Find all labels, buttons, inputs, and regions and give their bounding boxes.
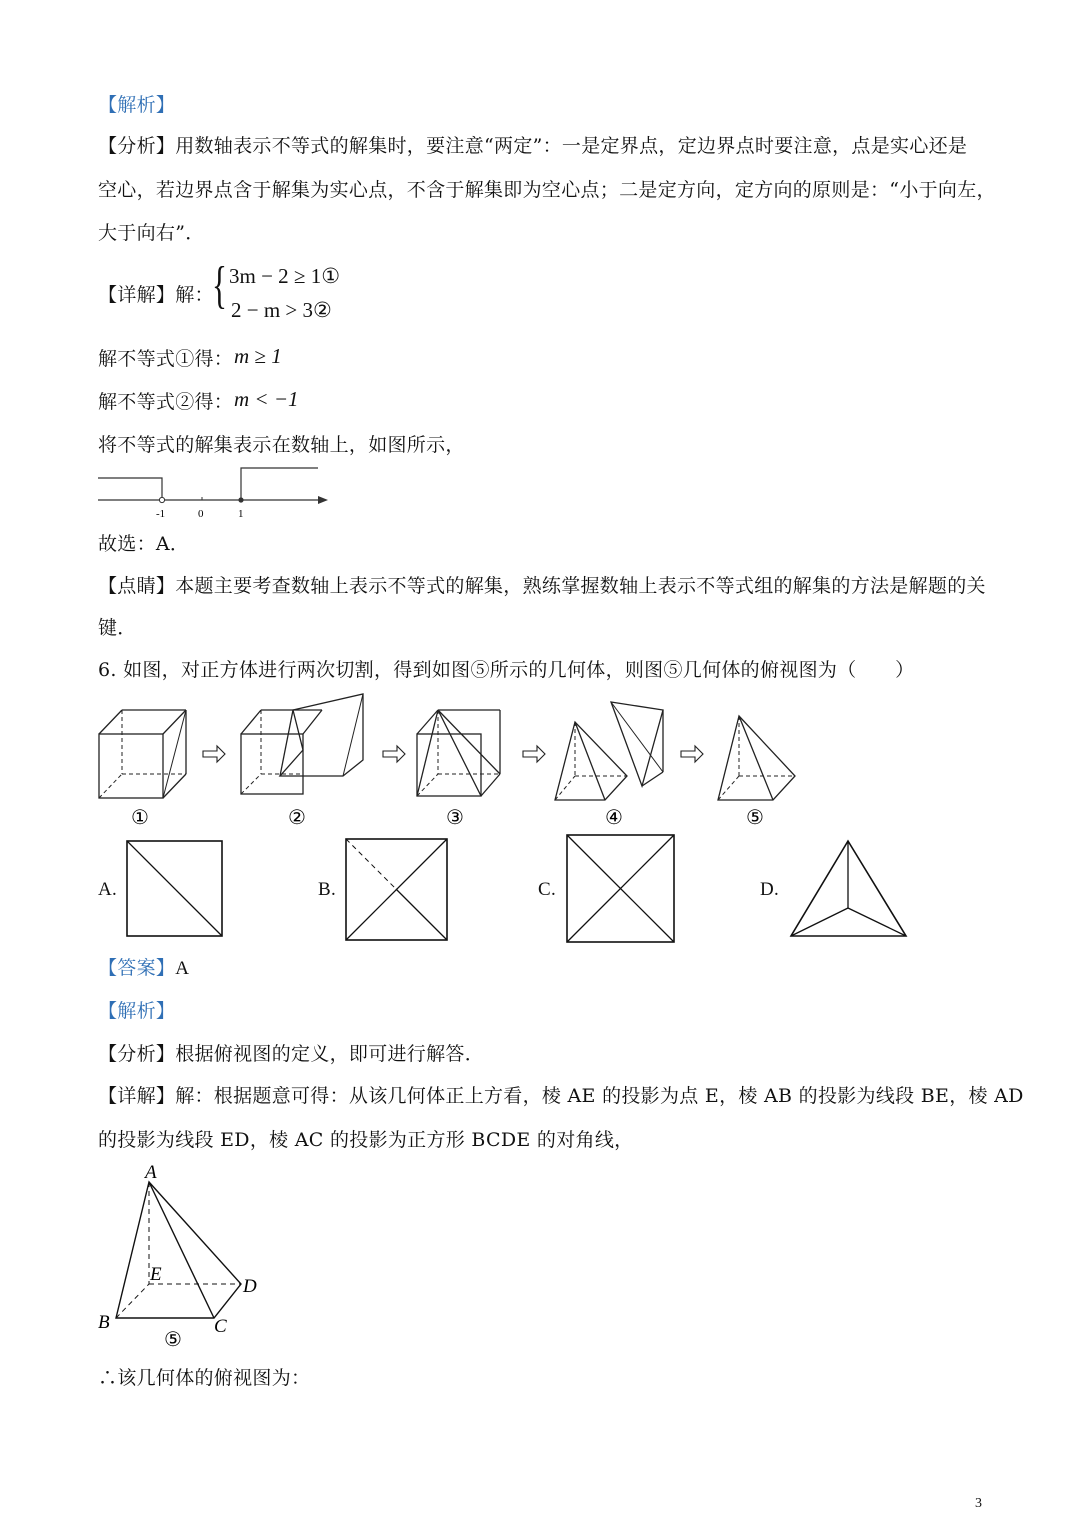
open-point: [159, 497, 164, 502]
inequality-2: 2 − m > 3②: [231, 298, 332, 322]
left-solution-bracket: [98, 478, 162, 498]
inequality-1: 3m − 2 ≥ 1①: [229, 264, 341, 288]
conclusion-line: ∴该几何体的俯视图为：: [98, 1367, 311, 1389]
vertex-label: E: [150, 1264, 162, 1285]
number-line-arrow: [318, 496, 328, 504]
figure-4-cut: [555, 702, 663, 800]
choice-line: 故选：A．: [98, 533, 190, 555]
system-brace: {: [212, 257, 227, 314]
analysis-line: 【分析】根据俯视图的定义，即可进行解答．: [98, 1043, 485, 1065]
answer-label: 【答案】: [98, 957, 176, 979]
figure-label: ⑤: [746, 807, 764, 829]
figure-label: ②: [288, 807, 306, 829]
jiexi-heading: 【解析】: [98, 94, 176, 116]
tick-label: 0: [198, 508, 204, 520]
figure-label: ④: [605, 807, 623, 829]
vertex-label: D: [243, 1276, 257, 1297]
figure-1-cube: [99, 710, 186, 798]
figure-3-prism: [417, 710, 500, 796]
option-b-figure: [345, 838, 449, 942]
figure-5-pyramid: [718, 716, 795, 800]
detail-line-1: 【详解】解：根据题意可得：从该几何体正上方看，棱 AE 的投影为点 E，棱 AB 的投影为线段 BE，棱 AD: [98, 1085, 1024, 1107]
question-6-stem: 6. 如图，对正方体进行两次切割，得到如图⑤所示的几何体，则图⑤几何体的俯视图为（ ）: [98, 659, 915, 681]
comment-line-2: 键．: [98, 617, 137, 639]
solid-point: [238, 497, 243, 502]
page-number: 3: [975, 1496, 982, 1511]
option-d-label: D.: [760, 879, 780, 900]
tick-label: -1: [156, 508, 166, 520]
comment-line-1: 【点睛】本题主要考查数轴上表示不等式的解集，熟练掌握数轴上表示不等式组的解集的方法是解题的关: [98, 575, 986, 597]
analysis-line-3: 大于向右”．: [98, 222, 205, 244]
step1-label: 解不等式①得：: [98, 348, 234, 370]
option-c-label: C.: [538, 879, 557, 900]
step3-text: 将不等式的解集表示在数轴上，如图所示，: [98, 434, 465, 456]
step2-label: 解不等式②得：: [98, 391, 234, 413]
option-b-label: B.: [318, 879, 337, 900]
pyramid-figure: [96, 1160, 266, 1350]
right-solution-bracket: [241, 468, 318, 498]
arrow-icon: [681, 746, 703, 762]
analysis-line-1: 【分析】用数轴表示不等式的解集时，要注意“两定”：一是定界点，定边界点时要注意，点是实心还是: [98, 135, 968, 157]
answer-value: A: [175, 958, 190, 979]
vertex-label: B: [98, 1312, 110, 1333]
detail-label: 【详解】解：: [98, 284, 214, 306]
analysis-line-2: 空心，若边界点含于解集为实心点，不含于解集即为空心点；二是定方向，定方向的原则是：“小于向左，: [98, 179, 996, 201]
number-line: [96, 462, 336, 522]
jiexi-heading-2: 【解析】: [98, 1000, 176, 1022]
option-a-figure: [126, 840, 224, 938]
tick-label: 1: [238, 508, 244, 520]
vertex-label: A: [145, 1162, 157, 1183]
arrow-icon: [383, 746, 405, 762]
arrow-icon: [203, 746, 225, 762]
answer-line: [98, 955, 189, 982]
detail-line-2: 的投影为线段 ED，棱 AC 的投影为正方形 BCDE 的对角线，: [98, 1129, 634, 1151]
figure-2-split: [241, 694, 363, 794]
vertex-label: C: [214, 1316, 227, 1337]
figure-label: ①: [131, 807, 149, 829]
figure-label: ③: [446, 807, 464, 829]
step1-result: m ≥ 1: [234, 344, 282, 368]
step2-result: m < −1: [234, 387, 299, 411]
arrow-icon: [523, 746, 545, 762]
option-a-label: A.: [98, 879, 118, 900]
cutting-sequence-figure: [95, 690, 800, 830]
figure-caption: ⑤: [164, 1329, 182, 1351]
option-c-figure: [566, 834, 676, 944]
option-d-figure: [788, 838, 910, 940]
